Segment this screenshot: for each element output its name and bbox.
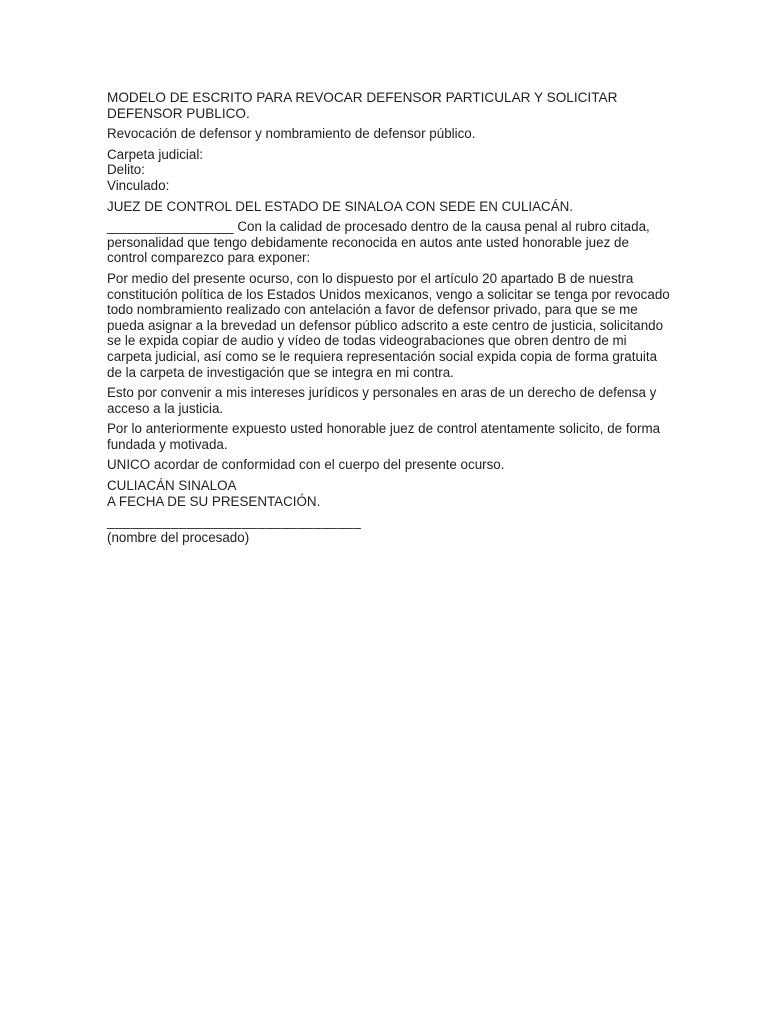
title-line: MODELO DE ESCRITO PARA REVOCAR DEFENSOR PARTICULAR Y SOLICITAR — [107, 90, 618, 105]
title-line: DEFENSOR PUBLICO. — [107, 105, 250, 121]
case-fields — [107, 147, 668, 194]
paragraph-line: Por medio del presente ocurso, con lo dispuesto por el artículo 20 apartado B de nuestra — [107, 270, 634, 286]
paragraph-line: UNICO acordar de conformidad con el cuerpo del presente ocurso. — [107, 457, 505, 473]
addressee-line: JUEZ DE CONTROL DEL ESTADO DE SINALOA CON SEDE EN CULIACÁN. — [107, 198, 574, 214]
signature-block — [107, 514, 668, 545]
intro-paragraph — [107, 219, 668, 266]
paragraph-line: todo nombramiento realizado con antelación a favor de defensor privado, para que se me — [107, 302, 638, 318]
paragraph-line: se le expida copiar de audio y vídeo de todas videograbaciones que obren dentro de mi — [107, 333, 627, 349]
request-paragraph — [107, 421, 668, 452]
paragraph-line: personalidad que tengo debidamente reconocida en autos ante usted honorable juez de — [107, 234, 629, 250]
closing — [107, 478, 668, 509]
paragraph-line: acceso a la justicia. — [107, 400, 224, 416]
paragraph-line: de la carpeta de investigación que se integra en mi contra. — [107, 364, 454, 380]
body-paragraph — [107, 271, 668, 380]
paragraph-line: _________________ Con la calidad de procesado dentro de la causa penal al rubro citada, — [107, 219, 650, 235]
subject-line: Revocación de defensor y nombramiento de defensor público. — [107, 126, 476, 142]
case-field-carpeta: Carpeta judicial: — [107, 146, 204, 162]
unique-paragraph — [107, 457, 668, 473]
document-subject — [107, 126, 668, 142]
paragraph-line: pueda asignar a la brevedad un defensor público adscrito a este centro de justicia, solicitando — [107, 317, 664, 333]
case-field-vinculado: Vinculado: — [107, 177, 170, 193]
place-line: CULIACÁN SINALOA — [107, 478, 237, 494]
paragraph-line: control comparezco para exponer: — [107, 250, 311, 266]
date-line: A FECHA DE SU PRESENTACIÓN. — [107, 493, 321, 509]
paragraph-line: Por lo anteriormente expuesto usted honorable juez de control atentamente solicito, de forma — [107, 421, 661, 437]
document-title — [107, 90, 668, 121]
addressee — [107, 199, 668, 215]
signature-line: ________________________________ — [107, 514, 362, 530]
signature-caption: (nombre del procesado) — [107, 529, 250, 545]
paragraph-line: constitución política de los Estados Unidos mexicanos, vengo a solicitar se tenga por revocado — [107, 286, 670, 302]
reason-paragraph — [107, 385, 668, 416]
paragraph-line: carpeta judicial, así como se le requiera representación social expida copia de forma gratuita — [107, 348, 658, 364]
paragraph-line: fundada y motivada. — [107, 436, 228, 452]
paragraph-line: Esto por convenir a mis intereses jurídicos y personales en aras de un derecho de defensa y — [107, 385, 657, 401]
case-field-delito: Delito: — [107, 162, 145, 178]
